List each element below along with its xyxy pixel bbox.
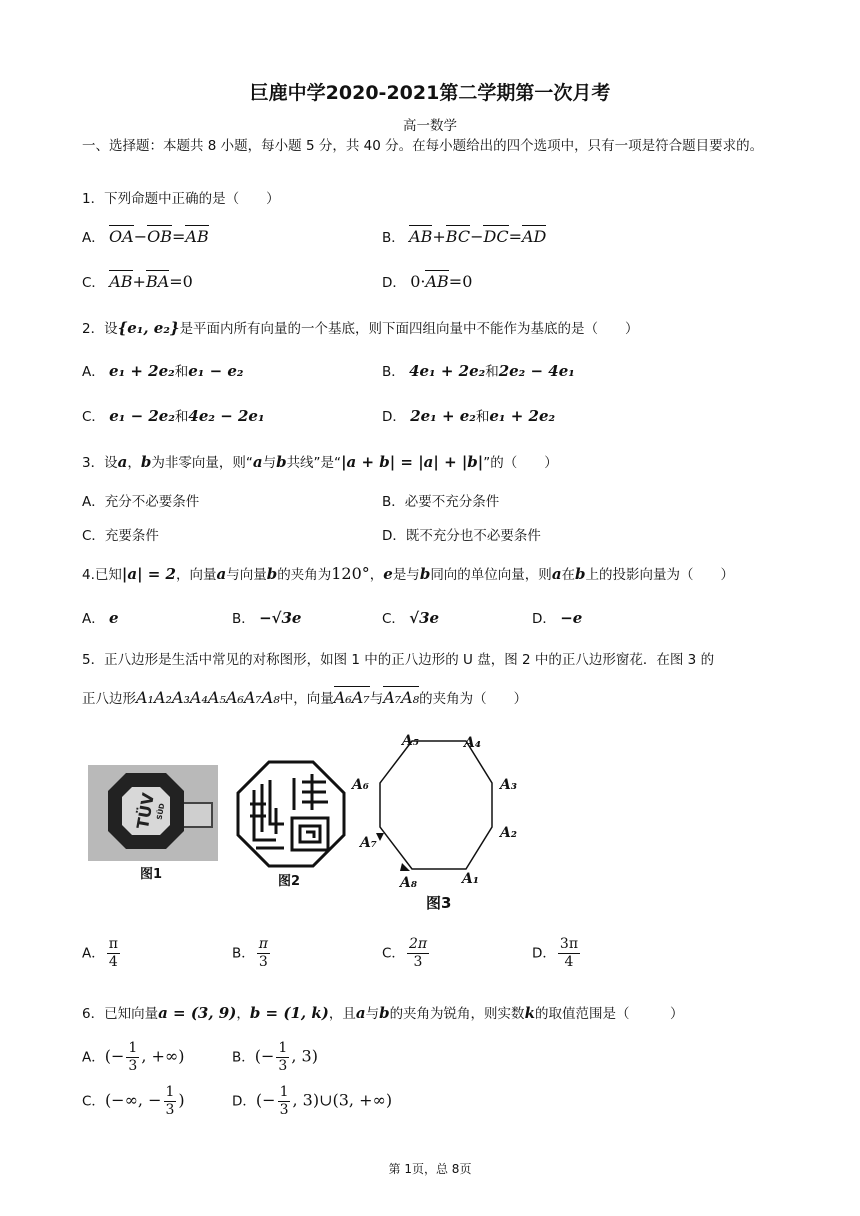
option-letter: A． (82, 364, 105, 380)
q2-option-d: D． 2e₁ + e₂和e₁ + 2e₂ (382, 407, 556, 425)
option-letter: D． (382, 275, 406, 291)
option-letter: A． (82, 230, 105, 246)
svg-text:A₁: A₁ (462, 871, 479, 887)
svg-text:A₂: A₂ (500, 825, 517, 841)
figure-3-caption: 图3 (426, 894, 452, 912)
svg-text:A₈: A₈ (400, 875, 417, 891)
svg-text:TÜV: TÜV (133, 791, 159, 831)
q6-option-a: A．(− $\frac{1}{3}$ , +∞) (82, 1040, 185, 1074)
figure-2-window-pattern (236, 760, 346, 872)
option-letter: C． (82, 275, 105, 291)
math-expr: 0·AB=0 (410, 272, 473, 291)
option-letter: D． (382, 409, 406, 425)
svg-text:A₇: A₇ (360, 835, 377, 851)
svg-text:A₄: A₄ (464, 735, 481, 751)
q6-option-d: D．(− $\frac{1}{3}$ , 3)∪(3, +∞) (232, 1084, 393, 1118)
math-expr: AB+BC−DC=AD (409, 227, 547, 246)
q1-option-b (382, 226, 546, 246)
q1-option-d (382, 271, 472, 291)
q6-stem: 6．已知向量a = (3, 9)，b = (1, k)，且a与b的夹角为锐角，则实数k的取值范围是（ ） (82, 1004, 684, 1022)
q6-option-b: B．(− $\frac{1}{3}$ , 3) (232, 1040, 318, 1074)
figure-3-octagon-diagram (350, 725, 530, 899)
svg-text:SÜD: SÜD (155, 802, 167, 821)
option-letter: B． (382, 364, 405, 380)
q5-option-b: B． $\frac{\pi}{3}$ (232, 936, 268, 970)
q3-option-a: A．充分不必要条件 (82, 494, 200, 510)
q5-stem-line2: 正八边形A₁A₂A₃A₄A₅A₆A₇A₈中，向量A₆A₇与A₇A₈的夹角为（ ） (82, 688, 528, 707)
q5-option-d: D． $\frac{3\pi}{4}$ (532, 936, 579, 970)
figure-2-caption: 图2 (278, 874, 301, 889)
q2-option-c: C． e₁ − 2e₂和4e₂ − 2e₁ (82, 407, 265, 425)
q3-option-c: C．充要条件 (82, 528, 159, 544)
q6-option-c: C．(−∞, − $\frac{1}{3}$ ) (82, 1084, 185, 1118)
q5-option-a: A． $\frac{\pi}{4}$ (82, 936, 118, 970)
option-letter: B． (382, 230, 405, 246)
svg-text:A₆: A₆ (352, 777, 369, 793)
q3-stem: 3．设a，b为非零向量，则“a与b共线”是“|a + b| = |a| + |b|”的（ ） (82, 453, 558, 471)
svg-text:A₃: A₃ (500, 777, 517, 793)
option-letter: C． (82, 409, 105, 425)
q4-option-d: D． −e (532, 609, 583, 627)
figure-1-caption: 图1 (140, 867, 163, 882)
q4-option-a: A． e (82, 609, 119, 627)
q2-stem: 2．设{e₁, e₂}是平面内所有向量的一个基底，则下面四组向量中不能作为基底的是（ ） (82, 319, 639, 337)
q4-option-b: B． −√3e (232, 609, 302, 627)
q3-option-b: B．必要不充分条件 (382, 494, 500, 510)
page-subtitle: 高一数学 (403, 118, 457, 134)
q4-stem: 4.已知|a| = 2，向量a与向量b的夹角为120°，e是与b同向的单位向量，则a在b上的投影向量为（ ） (82, 564, 735, 583)
q5-option-c: C． $\frac{2\pi}{3}$ (382, 936, 428, 970)
page-title: 巨鹿中学2020-2021第二学期第一次月考 (249, 82, 611, 104)
q2-option-b: B． 4e₁ + 2e₂和2e₂ − 4e₁ (382, 362, 575, 380)
q2-option-a: A． e₁ + 2e₂和e₁ − e₂ (82, 362, 244, 380)
page-footer: 第 1页，总 8页 (388, 1162, 472, 1176)
math-expr: AB+BA=0 (109, 272, 193, 291)
q1-stem: 1．下列命题中正确的是（ ） (82, 191, 280, 207)
q1-option-c (82, 271, 193, 291)
q5-stem-line1: 5．正八边形是生活中常见的对称图形，如图 1 中的正八边形的 U 盘，图 2 中的正八边形窗花．在图 3 的 (82, 652, 715, 668)
q1-option-a (82, 226, 209, 246)
q3-option-d: D．既不充分也不必要条件 (382, 528, 541, 544)
svg-text:A₅: A₅ (402, 733, 419, 749)
figure-1-usb-image (88, 765, 218, 861)
section-intro: 一、选择题：本题共 8 小题，每小题 5 分，共 40 分。在每小题给出的四个选项中，只有一项是符合题目要求的。 (82, 138, 764, 154)
q4-option-c: C． √3e (382, 609, 440, 627)
math-expr: OA−OB=AB (109, 227, 209, 246)
